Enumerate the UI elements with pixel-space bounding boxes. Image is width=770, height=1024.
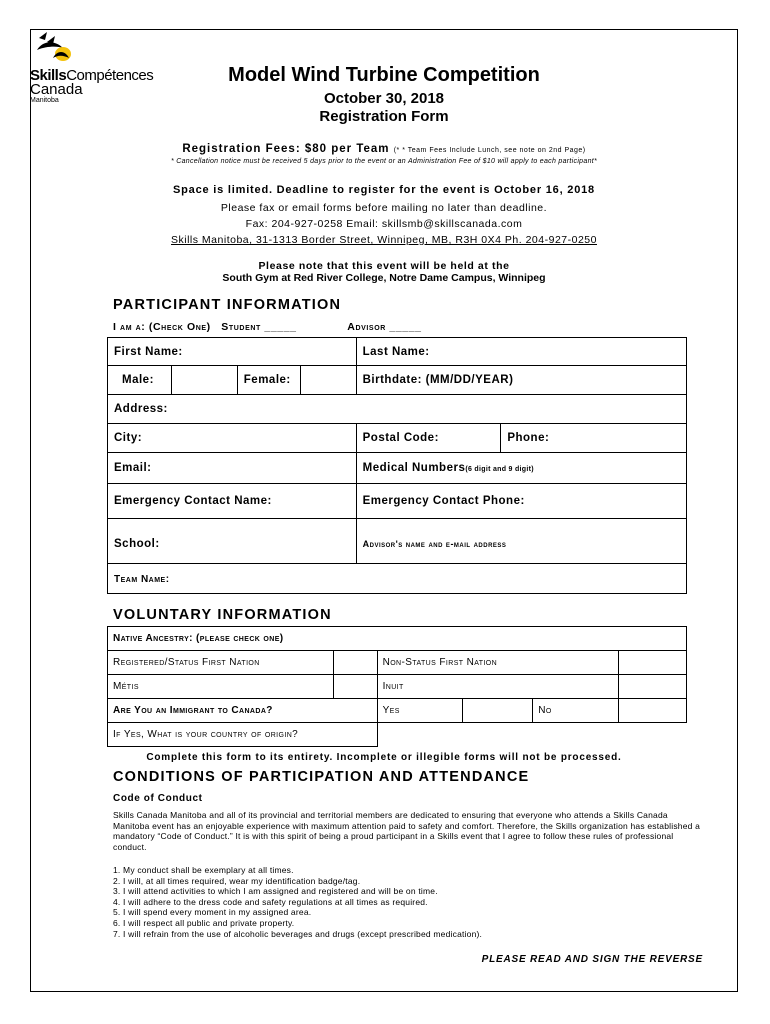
list-item: 4. I will adhere to the dress code and safety regulations at all times as required. xyxy=(113,896,428,907)
male-checkbox[interactable] xyxy=(171,366,237,395)
school-field[interactable]: School: xyxy=(108,519,357,564)
first-name-field[interactable]: First Name: xyxy=(108,338,357,366)
cancellation-notice: * Cancellation notice must be received 5 days prior to the event or an Administration Fee of $10 will apply to each participant* xyxy=(170,158,598,165)
page-title: Model Wind Turbine Competition xyxy=(228,64,540,86)
conduct-rules-list xyxy=(113,865,482,939)
registration-fees: Registration Fees: $80 per Team (* * Team Fees Include Lunch, see note on 2nd Page) xyxy=(182,143,586,155)
female-label: Female: xyxy=(237,366,300,395)
metis-checkbox[interactable] xyxy=(333,675,377,699)
registered-status-label: Registered/Status First Nation xyxy=(108,651,334,675)
voluntary-table xyxy=(107,626,687,747)
code-of-conduct-heading: Code of Conduct xyxy=(113,793,203,804)
event-date: October 30, 2018 xyxy=(323,90,445,107)
email-field[interactable]: Email: xyxy=(108,453,357,484)
country-of-origin-field[interactable]: If Yes, What is your country of origin? xyxy=(108,723,378,747)
phone-field[interactable]: Phone: xyxy=(501,424,687,453)
role-selector: I am a: (Check One) Student _____ Advisor _____ xyxy=(113,321,422,333)
logo-wordmark: SkillsCompétences xyxy=(30,67,154,84)
sign-reverse-note: PLEASE READ AND SIGN THE REVERSE xyxy=(481,954,703,965)
participant-heading: PARTICIPANT INFORMATION xyxy=(113,297,342,313)
venue-note: Please note that this event will be held at the xyxy=(258,260,510,272)
list-item: 1. My conduct shall be exemplary at all times. xyxy=(113,865,294,875)
yes-checkbox[interactable] xyxy=(463,699,533,723)
team-name-field[interactable]: Team Name: xyxy=(108,564,687,594)
yes-label: Yes xyxy=(377,699,463,723)
code-of-conduct-paragraph: Skills Canada Manitoba and all of its provincial and territorial members are dedicated to ensuring that everyone who attends a Skills Canada Manitoba event has an enjoyable experience with maximum attention paid to safety and comfort. Therefore, the Skills organization has established a mandatory “Code of Conduct.” It is with this spirit of being a proud participant in a Skills event that I agree to follow these rules of professional conduct. xyxy=(113,810,701,852)
contact-info: Fax: 204-927-0258 Email: skillsmb@skillscanada.com xyxy=(245,218,523,230)
immigrant-question: Are You an Immigrant to Canada? xyxy=(108,699,378,723)
postal-code-field[interactable]: Postal Code: xyxy=(356,424,501,453)
no-checkbox[interactable] xyxy=(619,699,687,723)
logo-manitoba: Manitoba xyxy=(30,97,59,104)
male-label: Male: xyxy=(108,366,172,395)
form-name: Registration Form xyxy=(319,108,449,125)
student-option[interactable]: Student _____ xyxy=(221,321,297,333)
logo-mark-icon xyxy=(33,28,73,68)
metis-label: Métis xyxy=(108,675,334,699)
medical-numbers-field[interactable]: Medical Numbers(6 digit and 9 digit) xyxy=(356,453,686,484)
advisor-option[interactable]: Advisor _____ xyxy=(347,321,422,333)
city-field[interactable]: City: xyxy=(108,424,357,453)
deadline-notice: Space is limited. Deadline to register for the event is October 16, 2018 xyxy=(173,184,595,196)
emergency-contact-phone-field[interactable]: Emergency Contact Phone: xyxy=(356,484,686,519)
non-status-label: Non-Status First Nation xyxy=(377,651,619,675)
fax-instructions: Please fax or email forms before mailing no later than deadline. xyxy=(220,202,548,214)
advisor-info-field[interactable]: Advisor's name and e-mail address xyxy=(356,519,686,564)
last-name-field[interactable]: Last Name: xyxy=(356,338,686,366)
list-item: 5. I will spend every moment in my assigned area. xyxy=(113,907,312,918)
inuit-label: Inuit xyxy=(377,675,619,699)
conditions-heading: CONDITIONS OF PARTICIPATION AND ATTENDANCE xyxy=(113,769,530,785)
native-ancestry-label: Native Ancestry: (please check one) xyxy=(108,627,687,651)
non-status-checkbox[interactable] xyxy=(619,651,687,675)
list-item: 7. I will refrain from the use of alcoholic beverages and drugs (except prescribed medication). xyxy=(113,928,483,939)
no-label: No xyxy=(533,699,619,723)
list-item: 6. I will respect all public and private property. xyxy=(113,917,295,928)
completion-notice: Complete this form to its entirety. Incomplete or illegible forms will not be processed. xyxy=(146,752,622,763)
mailing-address: Skills Manitoba, 31-1313 Border Street, Winnipeg, MB, R3H 0X4 Ph. 204-927-0250 xyxy=(171,234,597,246)
voluntary-heading: VOLUNTARY INFORMATION xyxy=(113,607,332,623)
female-checkbox[interactable] xyxy=(300,366,356,395)
birthdate-field[interactable]: Birthdate: (MM/DD/YEAR) xyxy=(356,366,686,395)
emergency-contact-name-field[interactable]: Emergency Contact Name: xyxy=(108,484,357,519)
address-field[interactable]: Address: xyxy=(108,395,687,424)
list-item: 3. I will attend activities to which I am assigned and registered and will be on time. xyxy=(113,886,438,897)
inuit-checkbox[interactable] xyxy=(619,675,687,699)
registered-status-checkbox[interactable] xyxy=(333,651,377,675)
list-item: 2. I will, at all times required, wear my identification badge/tag. xyxy=(113,875,361,886)
logo-canada: Canada xyxy=(30,81,83,98)
venue-location: South Gym at Red River College, Notre Dame Campus, Winnipeg xyxy=(222,272,546,284)
participant-table xyxy=(107,337,687,594)
